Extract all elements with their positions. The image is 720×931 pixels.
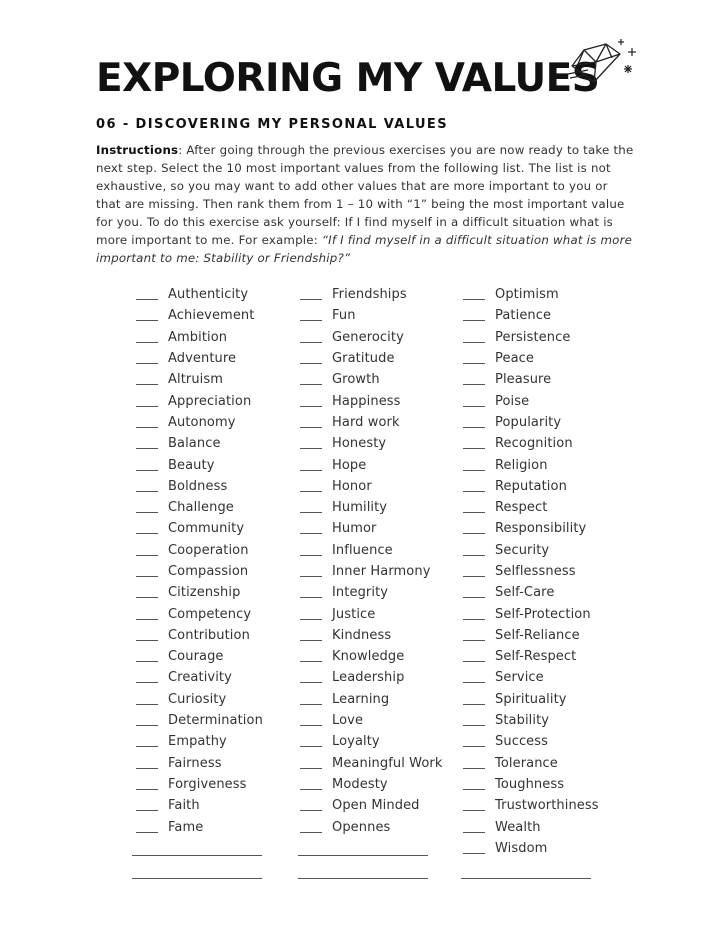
value-label: Citizenship xyxy=(168,585,241,601)
value-item xyxy=(463,774,599,795)
rank-blank[interactable] xyxy=(463,843,485,854)
rank-blank[interactable] xyxy=(136,736,158,747)
rank-blank[interactable] xyxy=(136,779,158,790)
value-label: Self-Care xyxy=(495,585,555,601)
rank-blank[interactable] xyxy=(463,736,485,747)
value-item xyxy=(300,689,443,710)
diamond-icon xyxy=(566,36,640,86)
value-item xyxy=(300,433,443,454)
rank-blank[interactable] xyxy=(463,779,485,790)
value-item xyxy=(136,646,263,667)
value-item xyxy=(463,497,599,518)
value-label: Boldness xyxy=(168,478,228,494)
value-label: Recognition xyxy=(495,436,573,452)
value-label: Leadership xyxy=(332,670,405,686)
value-item xyxy=(300,454,443,475)
value-label: Optimism xyxy=(495,287,559,303)
rank-blank[interactable] xyxy=(300,481,322,492)
value-item xyxy=(136,774,263,795)
rank-blank[interactable] xyxy=(463,310,485,321)
rank-blank[interactable] xyxy=(300,651,322,662)
value-label: Love xyxy=(332,713,364,729)
value-label: Courage xyxy=(168,649,224,665)
rank-blank[interactable] xyxy=(463,438,485,449)
rank-blank[interactable] xyxy=(300,566,322,577)
value-label: Pleasure xyxy=(495,372,552,388)
rank-blank[interactable] xyxy=(136,587,158,598)
value-label: Happiness xyxy=(332,393,401,409)
rank-blank[interactable] xyxy=(136,672,158,683)
rank-blank[interactable] xyxy=(136,566,158,577)
value-item xyxy=(136,795,263,816)
value-item xyxy=(300,582,443,603)
value-label: Self-Protection xyxy=(495,606,591,622)
value-label: Peace xyxy=(495,351,534,367)
value-label: Gratitude xyxy=(332,351,395,367)
value-item xyxy=(463,689,599,710)
rank-blank[interactable] xyxy=(463,822,485,833)
rank-blank[interactable] xyxy=(463,566,485,577)
rank-blank[interactable] xyxy=(463,800,485,811)
rank-blank[interactable] xyxy=(463,630,485,641)
value-item xyxy=(463,603,599,624)
value-label: Fame xyxy=(168,819,204,835)
value-item xyxy=(136,816,263,837)
value-item xyxy=(300,561,443,582)
value-item xyxy=(463,412,599,433)
instructions-text xyxy=(96,141,636,267)
extra-value-line[interactable] xyxy=(132,855,262,856)
value-item xyxy=(463,710,599,731)
value-label: Fun xyxy=(332,308,356,324)
value-item xyxy=(136,582,263,603)
value-item xyxy=(463,454,599,475)
value-label: Security xyxy=(495,542,550,558)
value-label: Reputation xyxy=(495,478,567,494)
rank-blank[interactable] xyxy=(463,332,485,343)
value-label: Inner Harmony xyxy=(332,564,431,579)
value-label: Persistence xyxy=(495,329,571,345)
value-item xyxy=(300,412,443,433)
rank-blank[interactable] xyxy=(300,438,322,449)
value-label: Creativity xyxy=(168,670,232,686)
value-label: Integrity xyxy=(332,585,389,601)
rank-blank[interactable] xyxy=(300,758,322,769)
rank-blank[interactable] xyxy=(300,396,322,407)
extra-value-line[interactable] xyxy=(461,878,591,879)
value-item xyxy=(300,603,443,624)
value-item xyxy=(463,667,599,688)
rank-blank[interactable] xyxy=(136,630,158,641)
value-item xyxy=(300,710,443,731)
value-item xyxy=(300,667,443,688)
value-item xyxy=(300,476,443,497)
value-item xyxy=(300,731,443,752)
value-item xyxy=(300,795,443,816)
value-label: Faith xyxy=(168,798,200,814)
value-label: Appreciation xyxy=(168,393,252,409)
value-label: Wisdom xyxy=(495,840,548,856)
value-item xyxy=(300,518,443,539)
value-item xyxy=(300,305,443,326)
value-item xyxy=(136,753,263,774)
value-item xyxy=(463,816,599,837)
rank-blank[interactable] xyxy=(300,289,322,300)
rank-blank[interactable] xyxy=(136,694,158,705)
rank-blank[interactable] xyxy=(463,481,485,492)
value-label: Honesty xyxy=(332,436,387,452)
value-item xyxy=(136,667,263,688)
value-label: Service xyxy=(495,670,544,686)
value-label: Religion xyxy=(495,457,548,473)
rank-blank[interactable] xyxy=(136,460,158,471)
value-label: Friendships xyxy=(332,287,407,303)
value-label: Humility xyxy=(332,500,388,516)
value-item xyxy=(300,497,443,518)
value-item xyxy=(300,753,443,774)
value-label: Hard work xyxy=(332,414,400,430)
value-item xyxy=(136,540,263,561)
value-label: Community xyxy=(168,521,245,537)
rank-blank[interactable] xyxy=(136,758,158,769)
rank-blank[interactable] xyxy=(300,502,322,513)
value-label: Popularity xyxy=(495,414,562,430)
value-item xyxy=(136,603,263,624)
value-item xyxy=(463,327,599,348)
value-item xyxy=(463,518,599,539)
value-item xyxy=(136,305,263,326)
value-item xyxy=(300,348,443,369)
rank-blank[interactable] xyxy=(136,609,158,620)
value-label: Competency xyxy=(168,606,252,622)
value-item xyxy=(463,284,599,305)
value-label: Kindness xyxy=(332,627,392,643)
rank-blank[interactable] xyxy=(463,758,485,769)
rank-blank[interactable] xyxy=(300,353,322,364)
value-item xyxy=(136,348,263,369)
value-label: Spirituality xyxy=(495,691,567,707)
value-item xyxy=(300,369,443,390)
value-label: Learning xyxy=(332,691,390,707)
rank-blank[interactable] xyxy=(300,630,322,641)
value-item xyxy=(463,646,599,667)
rank-blank[interactable] xyxy=(300,822,322,833)
value-label: Determination xyxy=(168,713,263,729)
rank-blank[interactable] xyxy=(136,651,158,662)
extra-value-line[interactable] xyxy=(132,878,262,879)
value-label: Humor xyxy=(332,521,377,537)
value-label: Wealth xyxy=(495,819,541,835)
value-label: Ambition xyxy=(168,329,228,345)
value-item xyxy=(300,646,443,667)
value-item xyxy=(300,625,443,646)
value-label: Tolerance xyxy=(495,755,558,771)
rank-blank[interactable] xyxy=(300,800,322,811)
rank-blank[interactable] xyxy=(463,289,485,300)
value-label: Loyalty xyxy=(332,734,380,750)
rank-blank[interactable] xyxy=(463,672,485,683)
value-item xyxy=(136,561,263,582)
rank-blank[interactable] xyxy=(300,310,322,321)
rank-blank[interactable] xyxy=(300,545,322,556)
rank-blank[interactable] xyxy=(300,694,322,705)
value-item xyxy=(463,561,599,582)
rank-blank[interactable] xyxy=(463,694,485,705)
rank-blank[interactable] xyxy=(300,672,322,683)
rank-blank[interactable] xyxy=(463,374,485,385)
rank-blank[interactable] xyxy=(300,587,322,598)
rank-blank[interactable] xyxy=(136,822,158,833)
rank-blank[interactable] xyxy=(136,374,158,385)
rank-blank[interactable] xyxy=(136,396,158,407)
values-column-2 xyxy=(300,284,443,838)
rank-blank[interactable] xyxy=(136,545,158,556)
value-item xyxy=(300,327,443,348)
value-item xyxy=(136,369,263,390)
value-label: Knowledge xyxy=(332,649,405,665)
rank-blank[interactable] xyxy=(463,396,485,407)
rank-blank[interactable] xyxy=(136,417,158,428)
value-item xyxy=(136,327,263,348)
value-label: Cooperation xyxy=(168,542,249,558)
value-item xyxy=(463,540,599,561)
value-label: Responsibility xyxy=(495,521,587,537)
rank-blank[interactable] xyxy=(136,502,158,513)
value-item xyxy=(463,433,599,454)
rank-blank[interactable] xyxy=(136,481,158,492)
page-title: EXPLORING MY VALUES xyxy=(96,56,600,101)
value-item xyxy=(463,625,599,646)
rank-blank[interactable] xyxy=(463,353,485,364)
rank-blank[interactable] xyxy=(136,289,158,300)
value-label: Balance xyxy=(168,436,221,452)
rank-blank[interactable] xyxy=(136,715,158,726)
value-label: Stability xyxy=(495,713,550,729)
rank-blank[interactable] xyxy=(463,545,485,556)
value-item xyxy=(463,795,599,816)
value-label: Justice xyxy=(332,606,376,622)
value-item xyxy=(136,284,263,305)
rank-blank[interactable] xyxy=(136,310,158,321)
value-label: Generocity xyxy=(332,329,404,345)
value-item xyxy=(300,284,443,305)
rank-blank[interactable] xyxy=(300,715,322,726)
value-item xyxy=(463,305,599,326)
value-label: Forgiveness xyxy=(168,776,247,792)
value-label: Modesty xyxy=(332,776,388,792)
rank-blank[interactable] xyxy=(300,417,322,428)
value-label: Authenticity xyxy=(168,287,249,303)
value-label: Patience xyxy=(495,308,552,324)
value-label: Curiosity xyxy=(168,691,227,707)
extra-value-line[interactable] xyxy=(298,855,428,856)
rank-blank[interactable] xyxy=(136,332,158,343)
rank-blank[interactable] xyxy=(463,523,485,534)
value-item xyxy=(463,582,599,603)
instructions-example: “If I find myself in a difficult situation what is more important to me: Stability or Friendship?” xyxy=(96,233,633,265)
value-item xyxy=(300,390,443,411)
value-item xyxy=(136,518,263,539)
value-label: Influence xyxy=(332,542,393,558)
rank-blank[interactable] xyxy=(136,438,158,449)
value-label: Contribution xyxy=(168,627,250,643)
value-label: Open Minded xyxy=(332,798,420,814)
values-column-3 xyxy=(463,284,599,859)
extra-value-line[interactable] xyxy=(298,878,428,879)
section-subtitle: 06 - DISCOVERING MY PERSONAL VALUES xyxy=(96,117,448,132)
value-item xyxy=(136,390,263,411)
rank-blank[interactable] xyxy=(136,353,158,364)
rank-blank[interactable] xyxy=(136,523,158,534)
rank-blank[interactable] xyxy=(300,374,322,385)
rank-blank[interactable] xyxy=(463,502,485,513)
value-item xyxy=(463,369,599,390)
rank-blank[interactable] xyxy=(136,800,158,811)
rank-blank[interactable] xyxy=(300,523,322,534)
value-label: Toughness xyxy=(495,776,565,792)
rank-blank[interactable] xyxy=(463,460,485,471)
rank-blank[interactable] xyxy=(463,715,485,726)
value-label: Hope xyxy=(332,457,367,473)
value-label: Achievement xyxy=(168,308,255,324)
value-item xyxy=(136,412,263,433)
value-item xyxy=(136,625,263,646)
value-item xyxy=(463,348,599,369)
value-item xyxy=(463,838,599,859)
value-label: Adventure xyxy=(168,351,237,367)
rank-blank[interactable] xyxy=(463,609,485,620)
rank-blank[interactable] xyxy=(300,736,322,747)
value-label: Meaningful Work xyxy=(332,755,443,771)
rank-blank[interactable] xyxy=(300,609,322,620)
instructions-lead: Instructions xyxy=(96,143,179,157)
value-item xyxy=(136,689,263,710)
value-label: Respect xyxy=(495,500,548,516)
rank-blank[interactable] xyxy=(463,587,485,598)
value-item xyxy=(136,476,263,497)
value-label: Challenge xyxy=(168,500,234,516)
value-label: Selflessness xyxy=(495,564,576,579)
value-item xyxy=(300,540,443,561)
rank-blank[interactable] xyxy=(463,417,485,428)
value-label: Altruism xyxy=(168,372,224,388)
value-label: Self-Reliance xyxy=(495,627,580,643)
value-label: Empathy xyxy=(168,734,227,750)
value-item xyxy=(300,816,443,837)
value-label: Trustworthiness xyxy=(495,798,599,814)
value-item xyxy=(463,476,599,497)
value-label: Growth xyxy=(332,372,380,388)
rank-blank[interactable] xyxy=(300,332,322,343)
value-item xyxy=(463,731,599,752)
value-label: Compassion xyxy=(168,564,249,579)
value-label: Opennes xyxy=(332,819,391,835)
value-item xyxy=(136,454,263,475)
value-label: Beauty xyxy=(168,457,215,473)
value-item xyxy=(136,710,263,731)
value-label: Autonomy xyxy=(168,414,236,430)
value-label: Success xyxy=(495,734,549,750)
rank-blank[interactable] xyxy=(463,651,485,662)
value-item xyxy=(136,731,263,752)
value-item xyxy=(136,433,263,454)
value-item xyxy=(463,390,599,411)
instructions-body: : After going through the previous exercises you are now ready to take the next step. Select the 10 most important values from the following list. The list is not exhaustive, so you may want to add other values that are more important to you or that are missing. Then rank them from 1 – 10 with “1” being the most important value for you. To do this exercise ask yourself: If I find myself in a difficult situation what is more important to me. For example: xyxy=(96,143,634,247)
value-label: Self-Respect xyxy=(495,649,577,665)
value-item xyxy=(463,753,599,774)
value-label: Honor xyxy=(332,478,372,494)
values-column-1 xyxy=(136,284,263,838)
value-label: Poise xyxy=(495,393,530,409)
value-item xyxy=(300,774,443,795)
rank-blank[interactable] xyxy=(300,779,322,790)
value-label: Fairness xyxy=(168,755,222,771)
rank-blank[interactable] xyxy=(300,460,322,471)
value-item xyxy=(136,497,263,518)
